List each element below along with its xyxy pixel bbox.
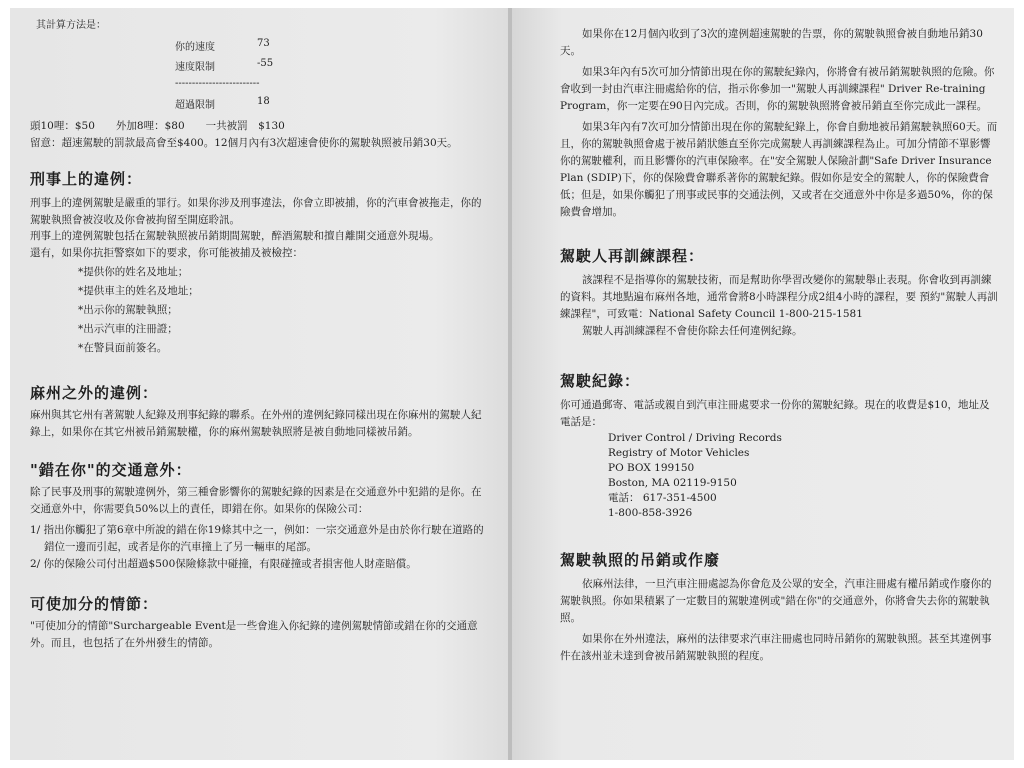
criminal-requirements-list: [78, 263, 490, 358]
calc-value: 18: [257, 96, 270, 107]
address-line: Registry of Motor Vehicles: [608, 447, 750, 459]
fine-line: 頭10哩：$50 外加8哩：$80 一共被罰 $130: [30, 120, 285, 132]
revoke-p1: 依麻州法律，一旦汽車注冊處認為你會危及公眾的安全，汽車注冊處有權吊銷或作廢你的駕駛執照。你如果積累了一定數目的駕駛違例或"錯在你"的交通意外，你將會失去你的駕駛執照。: [560, 578, 992, 624]
calc-row-limit: [175, 58, 274, 73]
heading-outside: 麻州之外的違例：: [30, 384, 159, 402]
calc-row-speed: [175, 38, 270, 53]
top-p3: 如果3年內有7次可加分情節出現在你的駕駛紀錄上，你會自動地被吊銷駕駛執照60天。而且，你的駕駛執照會處于被吊銷狀態直至你完成駕駛人再訓練課程為止。可加分情節不單影響你的駕駛權利，而且影響你的汽車保險率。在"安全駕駛人保險計劃"Safe Driver Insurance Plan (SDIP)下，你的保險費會聯系著你的駕駛紀錄。假如你是安全的駕駛人，你的保險費會低；但是，如果你觸犯了刑事或民事的交通法例，又或者在交通意外中你是多過50%，你的保險費會增加。: [560, 121, 998, 218]
heading-atfault: "錯在你"的交通意外：: [30, 461, 192, 479]
retrain-p2: 駕駛人再訓練課程不會使你除去任何違例紀錄。: [582, 325, 803, 337]
heading-criminal: 刑事上的違例：: [30, 170, 143, 188]
list-item: *提供你的姓名及地址；: [78, 266, 189, 278]
surcharge-p1: "可使加分的情節"Surchargeable Event是一些會進入你紀錄的違例駕駛情節或錯在你的交通意外。而且，也包括了在外州發生的情節。: [30, 620, 478, 649]
criminal-p3: 還有，如果你抗拒警察如下的要求，你可能被捕及被檢控：: [30, 246, 303, 259]
top-p2: 如果3年內有5次可加分情節出現在你的駕駛紀錄內，你將會有被吊銷駕駛執照的危險。你會收到一封由汽車注冊處給你的信，指示你參加一"駕駛人再訓練課程" Driver Re-training Program，你一定要在90日內完成。否則，你的駕駛執照將會被吊銷直至你完成此一課程。: [560, 66, 995, 112]
list-item: *提供車主的姓名及地址；: [78, 285, 199, 297]
atfault-p1: 除了民事及刑事的駕駛違例外，第三種會影響你的駕駛紀錄的因素是在交通意外中犯錯的是你。在交通意外中，你需要負50%以上的責任，即錯在你。如果你的保險公司：: [30, 486, 482, 515]
address-line: Boston, MA 02119-9150: [608, 477, 737, 489]
address-line: Driver Control / Driving Records: [608, 432, 782, 444]
registry-address: [608, 431, 1000, 521]
speeding-calculation: [30, 8, 490, 120]
left-page: [10, 8, 510, 760]
document-spread: [10, 8, 1014, 760]
list-item: *在警員面前簽名。: [78, 342, 168, 354]
fine-note: 留意：超速駕駛的罰款最高會至$400。12個月內有3次超速會使你的駕駛執照被吊銷30天。: [30, 137, 458, 149]
heading-revoke: 駕駛執照的吊銷或作廢: [560, 551, 721, 569]
calc-intro: 其計算方法是：: [36, 20, 106, 31]
heading-record: 駕駛紀錄：: [560, 372, 641, 390]
atfault-item-2: 2/ 你的保險公司付出超過$500保險條款中碰撞，有限碰撞或者損害他人財產賠償。: [30, 558, 417, 570]
criminal-p1: 刑事上的違例駕駛是嚴重的罪行。如果你涉及刑事違法，你會立即被捕，你的汽車會被拖走，你的駕駛執照會被沒收及你會被拘留至開庭聆訊。: [30, 197, 482, 226]
outside-p1: 麻州與其它州有著駕駛人紀錄及刑事紀錄的聯系。在外州的違例紀錄同樣出現在你麻州的駕駛人紀錄上，如果你在其它州被吊銷駕駛權，你的麻州駕駛執照將是被自動地同樣被吊銷。: [30, 409, 482, 438]
heading-retrain: 駕駛人再訓練課程：: [560, 247, 705, 265]
top-p1: 如果你在12月個內收到了3次的違例超速駕駛的告票，你的駕駛執照會被自動地吊銷30天。: [560, 28, 983, 57]
calc-label: 速度限制: [175, 62, 215, 73]
calc-row-over: [175, 96, 270, 111]
right-page: [512, 8, 1014, 760]
calc-value: -55: [257, 58, 274, 69]
address-line: PO BOX 199150: [608, 462, 695, 474]
record-p1: 你可通過郵寄、電話或親自到汽車注冊處要求一份你的駕駛紀錄。現在的收費是$10，地址及電話是：: [560, 399, 990, 428]
address-line: 電話： 617-351-4500: [608, 492, 717, 504]
calc-divider: -------------------------: [175, 78, 260, 89]
calc-value: 73: [257, 38, 270, 49]
list-item: *出示你的駕駛執照；: [78, 304, 178, 316]
heading-surcharge: 可使加分的情節：: [30, 595, 159, 613]
criminal-p2: 刑事上的違例駕駛包括在駕駛執照被吊銷期間駕駛，醉酒駕駛和擅自離開交通意外現場。: [30, 230, 440, 242]
calc-label: 你的速度: [175, 42, 215, 53]
retrain-p1: 該課程不是指導你的駕駛技術，而是幫助你學習改變你的駕駛舉止表現。你會收到再訓練的資料。其地點遍布麻州各地，通常會將8小時課程分成2組4小時的課程，要 預約"駕駛人再訓練課程"，可致電：National Safety Council 1-800-215-1581: [560, 274, 998, 320]
atfault-item-1: 1/ 指出你觸犯了第6章中所說的錯在你19條其中之一，例如：一宗交通意外是由於你行駛在道路的錯位一邊而引起，或者是你的汽車撞上了另一輛車的尾部。: [30, 524, 484, 553]
address-line: 1-800-858-3926: [608, 507, 693, 519]
revoke-p2: 如果你在外州違法，麻州的法律要求汽車注冊處也同時吊銷你的駕駛執照。甚至其違例事件在該州並未達到會被吊銷駕駛執照的程度。: [560, 633, 992, 662]
calc-label: 超過限制: [175, 100, 215, 111]
list-item: *出示汽車的注冊證；: [78, 323, 178, 335]
